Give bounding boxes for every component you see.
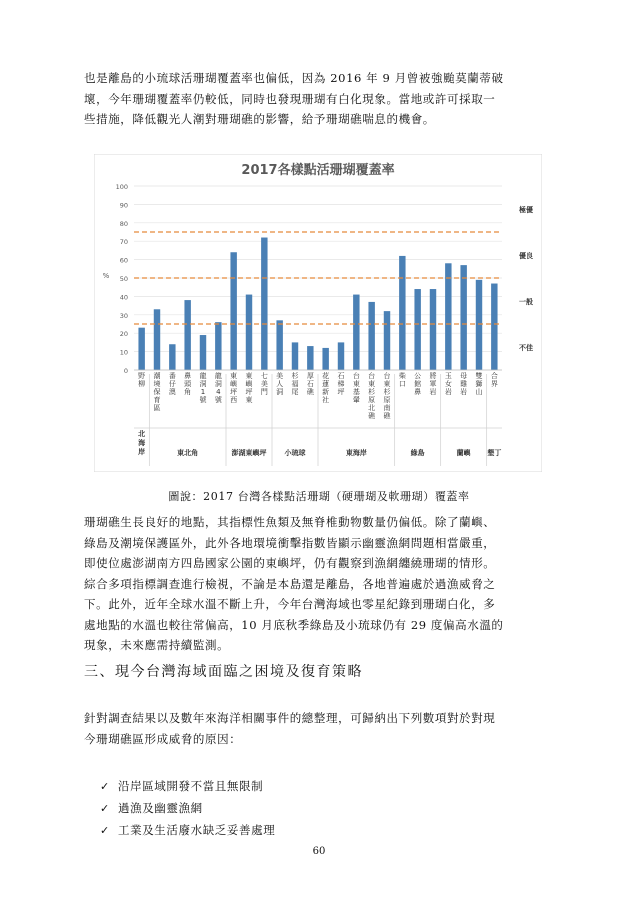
y-tick-label: 100 (115, 183, 128, 191)
x-tick-label: 柴口 (398, 372, 406, 388)
text-line: 針對調查結果以及數年來海洋相關事件的總整理，可歸納出下列數項對於對現 (84, 711, 496, 725)
text-line: 處地點的水溫也較往常偏高，10 月底秋季綠島及小琉球仍有 29 度偏高水溫的 (84, 617, 504, 632)
x-tick-label: 石梯坪 (337, 372, 345, 396)
group-label: 墾丁 (487, 449, 502, 457)
list-item-text: 工業及生活廢水缺乏妥善處理 (118, 823, 276, 837)
bar (491, 284, 497, 370)
y-tick-label: 30 (119, 311, 128, 320)
x-tick-label: 野柳 (138, 372, 146, 388)
list-item (100, 797, 275, 819)
page-number: 60 (312, 846, 326, 857)
x-tick-label: 番仔澳 (168, 372, 176, 396)
bar (476, 280, 482, 370)
x-tick-label: 潮境保育區 (153, 372, 161, 412)
y-tick-label: 60 (119, 256, 128, 265)
x-tick-label: 母雞岩 (460, 372, 468, 396)
threshold-label: 極優 (519, 206, 533, 214)
x-tick-label: 花蓮新社 (322, 372, 330, 404)
group-label: 東海岸 (345, 449, 367, 457)
text-line: 珊瑚礁生長良好的地點，其指標性魚類及無脊椎動物數量仍偏低。除了蘭嶼、 (84, 515, 496, 529)
x-tick-label: 台東杉原北礁 (368, 372, 376, 420)
list-item-text: 過漁及幽靈漁網 (118, 801, 203, 815)
coral-coverage-chart (94, 154, 542, 472)
text-line: 壞，今年珊瑚覆蓋率仍較低，同時也發現珊瑚有白化現象。當地或許可採取一 (84, 91, 496, 106)
x-tick-label: 將軍岩 (429, 372, 437, 396)
bar (414, 289, 420, 370)
bar (430, 289, 436, 370)
x-tick-label: 七美門 (260, 372, 268, 396)
chart-svg (94, 154, 542, 472)
x-tick-label: 台東基翬 (352, 372, 360, 404)
bar (138, 328, 144, 370)
y-tick-label: 0 (123, 367, 128, 375)
bar (276, 320, 282, 370)
text-line: 綜合多項指標調查進行檢視，不論是本島還是離島，各地普遍處於過漁威脅之 (84, 576, 496, 591)
x-tick-label: 龍洞 4 號 (214, 372, 222, 404)
bar (353, 295, 359, 370)
intro-paragraph (84, 68, 552, 130)
y-tick-label: 80 (119, 219, 128, 228)
checkmark-icon: ✓ (100, 780, 110, 793)
threshold-label: 不佳 (519, 344, 533, 352)
bar (261, 238, 267, 370)
x-tick-label: 鼻頭角 (184, 372, 192, 396)
text-line: 現象，未來應需持續監測。 (84, 638, 230, 652)
bar (246, 295, 252, 370)
bar (338, 342, 344, 370)
bar (215, 322, 221, 370)
checkmark-icon: ✓ (100, 824, 110, 837)
bar (384, 311, 390, 370)
y-tick-label: 50 (119, 275, 128, 283)
bar (322, 348, 328, 370)
list-item (100, 819, 275, 841)
text-line: 些措施，降低觀光人潮對珊瑚礁的影響，給予珊瑚礁喘息的機會。 (84, 112, 435, 126)
y-tick-label: 20 (119, 330, 128, 339)
x-tick-label: 東嶼坪西 (230, 372, 238, 404)
x-tick-label: 雙獅山 (475, 372, 483, 396)
y-tick-label: 10 (119, 348, 128, 357)
chart-title: 2017各樣點活珊瑚覆蓋率 (241, 163, 395, 178)
x-tick-label: 合界 (490, 372, 498, 388)
x-tick-label: 公館鼻 (414, 372, 422, 396)
x-tick-label: 台東杉原南礁 (383, 372, 391, 420)
bar (368, 302, 374, 370)
figure-caption: 圖說：2017 台灣各樣點活珊瑚（硬珊瑚及軟珊瑚）覆蓋率 (168, 490, 470, 503)
y-tick-label: 90 (119, 201, 128, 210)
group-label: 澎湖東嶼坪 (231, 449, 267, 457)
bar (230, 252, 236, 370)
bar (460, 265, 466, 370)
group-label: 東北角 (177, 449, 199, 457)
checkmark-icon: ✓ (100, 802, 110, 815)
y-axis-label: % (102, 272, 110, 280)
bar (399, 256, 405, 370)
section-heading: 三、現今台灣海域面臨之困境及復育策略 (84, 664, 363, 680)
threshold-label: 一般 (519, 298, 533, 306)
list-item (100, 775, 275, 797)
bar (200, 335, 206, 370)
threats-intro-paragraph (84, 708, 552, 749)
bar (169, 344, 175, 370)
x-tick-label: 厚石礁 (306, 372, 314, 396)
text-line: 也是離島的小琉球活珊瑚覆蓋率也偏低，因為 2016 年 9 月曾被強颱莫蘭蒂破 (84, 71, 504, 85)
group-label: 小琉球 (284, 449, 306, 457)
x-tick-label: 龍洞 1 號 (199, 372, 207, 404)
bar (445, 263, 451, 370)
threat-list (100, 775, 275, 841)
x-tick-label: 美人洞 (276, 372, 284, 396)
threshold-label: 優良 (519, 252, 533, 260)
text-line: 即使位處澎湖南方四島國家公園的東嶼坪，仍有觀察到漁網纏繞珊瑚的情形。 (84, 556, 496, 570)
group-label: 綠島 (410, 449, 425, 457)
list-item-text: 沿岸區域開發不當且無限制 (118, 779, 264, 793)
bar (292, 342, 298, 370)
x-tick-label: 杉福尾 (291, 372, 299, 396)
text-line: 下。此外，近年全球水溫不斷上升，今年台灣海域也零星紀錄到珊瑚白化，多 (84, 597, 496, 611)
bar (154, 309, 160, 370)
x-tick-label: 玉女岩 (444, 372, 452, 396)
x-tick-label: 東嶼坪東 (245, 372, 253, 404)
y-tick-label: 40 (119, 293, 128, 302)
text-line: 今珊瑚礁區形成威脅的原因： (84, 731, 242, 746)
group-label: 蘭嶼 (456, 449, 471, 457)
body-paragraph (84, 512, 552, 656)
bar (307, 346, 313, 370)
bar (184, 300, 190, 370)
group-label: 北海岸 (138, 430, 146, 456)
text-line: 綠島及潮境保護區外，此外各地環境衝擊指數皆顯示幽靈漁網問題相當嚴重， (84, 535, 496, 550)
y-tick-label: 70 (119, 238, 128, 247)
